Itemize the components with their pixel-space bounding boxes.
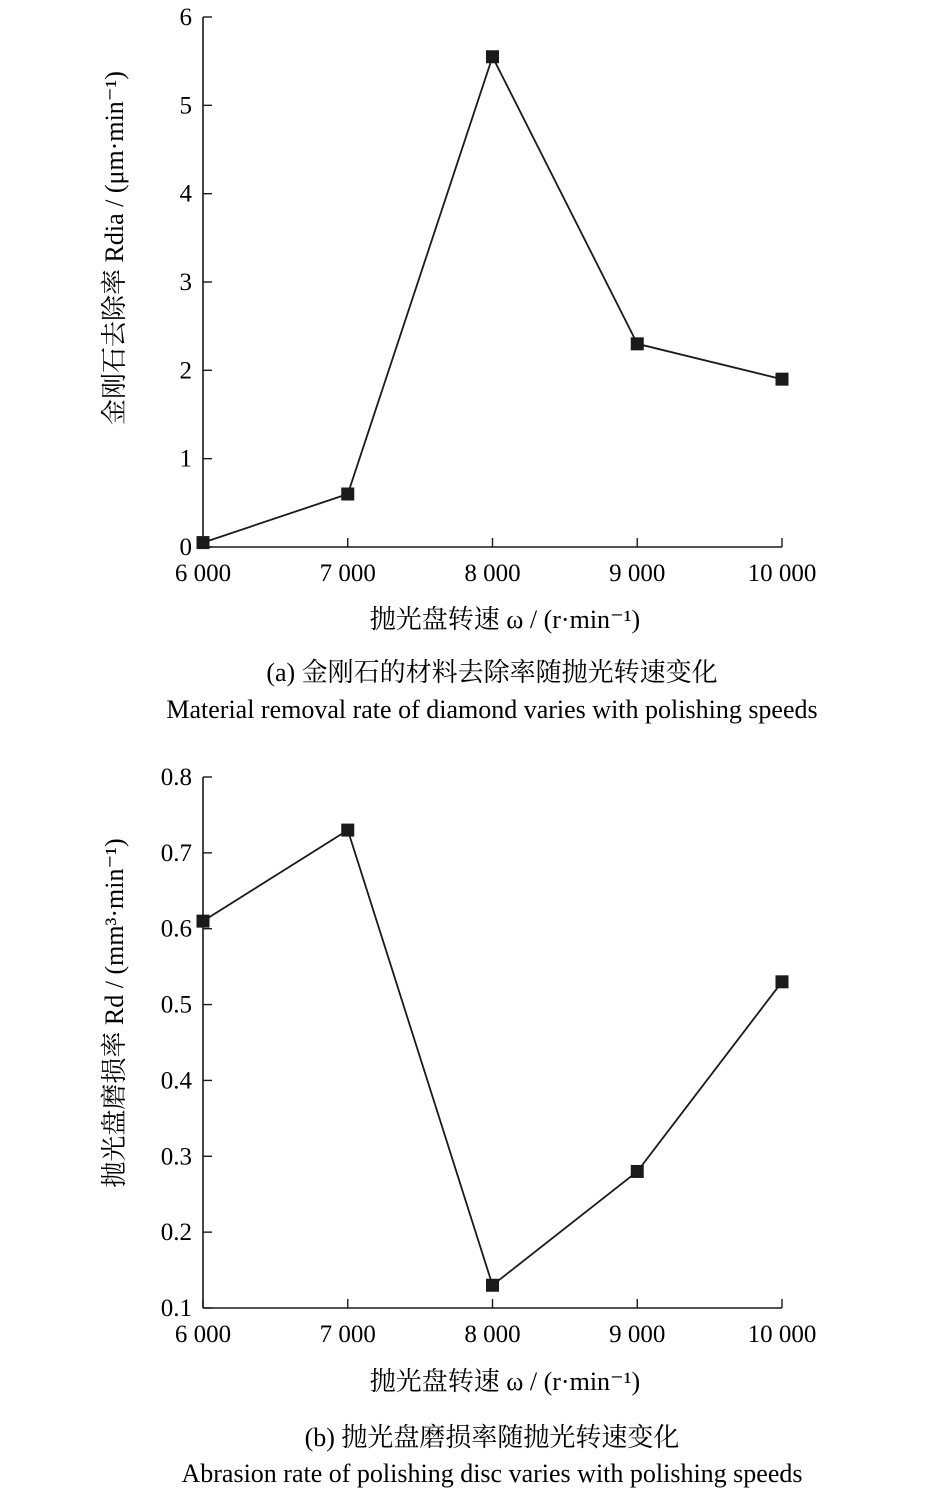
- chart-b-y-tick-label: 0.8: [160, 764, 192, 791]
- chart-b-series-line: [203, 830, 782, 1285]
- chart-a-x-tick-label: 9 000: [609, 560, 666, 587]
- chart-b: [100, 764, 816, 1488]
- chart-a-data-point: [776, 373, 789, 386]
- chart-a-series: [197, 50, 789, 549]
- chart-b-series: [197, 824, 789, 1292]
- chart-a-x-axis-label: 抛光盘转速 ω / (r·min⁻¹): [369, 605, 641, 634]
- chart-b-data-point: [631, 1165, 644, 1178]
- chart-b-data-point: [197, 915, 210, 928]
- chart-a-y-tick-label: 3: [179, 269, 192, 296]
- chart-a-y-tick-label: 2: [179, 357, 192, 385]
- chart-b-y-tick-label: 0.3: [160, 1143, 192, 1171]
- chart-a: [100, 4, 818, 724]
- chart-b-y-tick-label: 0.6: [160, 915, 192, 943]
- chart-a-y-axis-label: 金刚石去除率 Rdia / (μm·min⁻¹): [100, 71, 129, 425]
- chart-a-caption-cn: (a) 金刚石的材料去除率随抛光转速变化: [266, 658, 718, 687]
- chart-b-data-point: [776, 975, 789, 988]
- chart-b-x-tick-label: 8 000: [464, 1321, 521, 1348]
- chart-a-x-tick-label: 10 000: [747, 560, 817, 587]
- chart-b-y-tick-label: 0.4: [160, 1067, 192, 1095]
- chart-b-axes: [203, 777, 782, 1308]
- chart-b-x-tick-label: 10 000: [747, 1321, 817, 1348]
- chart-a-y-tick-label: 5: [179, 92, 192, 120]
- chart-b-x-tick-label: 7 000: [319, 1321, 376, 1348]
- chart-a-y-tick-label: 4: [179, 180, 192, 208]
- chart-a-y-ticks: [180, 4, 213, 561]
- chart-a-data-point: [197, 536, 210, 549]
- chart-b-x-tick-label: 6 000: [174, 1321, 232, 1348]
- chart-b-caption-cn: (b) 抛光盘磨损率随抛光转速变化: [304, 1423, 680, 1452]
- chart-a-x-tick-label: 7 000: [319, 560, 376, 587]
- chart-b-data-point: [486, 1279, 499, 1292]
- chart-b-x-tick-label: 9 000: [609, 1321, 666, 1348]
- chart-a-x-tick-label: 6 000: [174, 560, 232, 587]
- chart-b-y-tick-label: 0.1: [160, 1295, 192, 1322]
- chart-a-y-tick-label: 1: [179, 445, 192, 473]
- chart-a-caption-en: Material removal rate of diamond varies with polishing speeds: [166, 695, 818, 724]
- chart-b-caption-en: Abrasion rate of polishing disc varies with polishing speeds: [181, 1459, 803, 1488]
- chart-b-data-point: [341, 824, 354, 837]
- chart-a-data-point: [631, 337, 644, 350]
- chart-b-y-tick-label: 0.5: [160, 991, 192, 1019]
- chart-a-axes: [203, 17, 782, 547]
- chart-a-data-point: [486, 50, 499, 63]
- chart-b-y-tick-label: 0.7: [160, 839, 192, 867]
- chart-b-y-ticks: [161, 764, 212, 1322]
- chart-a-data-point: [341, 488, 354, 501]
- chart-b-x-ticks: [175, 1299, 817, 1348]
- chart-a-x-tick-label: 8 000: [464, 560, 521, 587]
- chart-a-x-ticks: [175, 538, 817, 587]
- chart-a-y-tick-label: 0: [179, 534, 192, 561]
- chart-a-series-line: [203, 57, 782, 543]
- chart-b-y-tick-label: 0.2: [160, 1219, 192, 1247]
- chart-b-x-axis-label: 抛光盘转速 ω / (r·min⁻¹): [369, 1367, 641, 1396]
- chart-a-y-tick-label: 6: [179, 4, 192, 31]
- chart-b-y-axis-label: 抛光盘磨损率 Rd / (mm³·min⁻¹): [100, 838, 129, 1188]
